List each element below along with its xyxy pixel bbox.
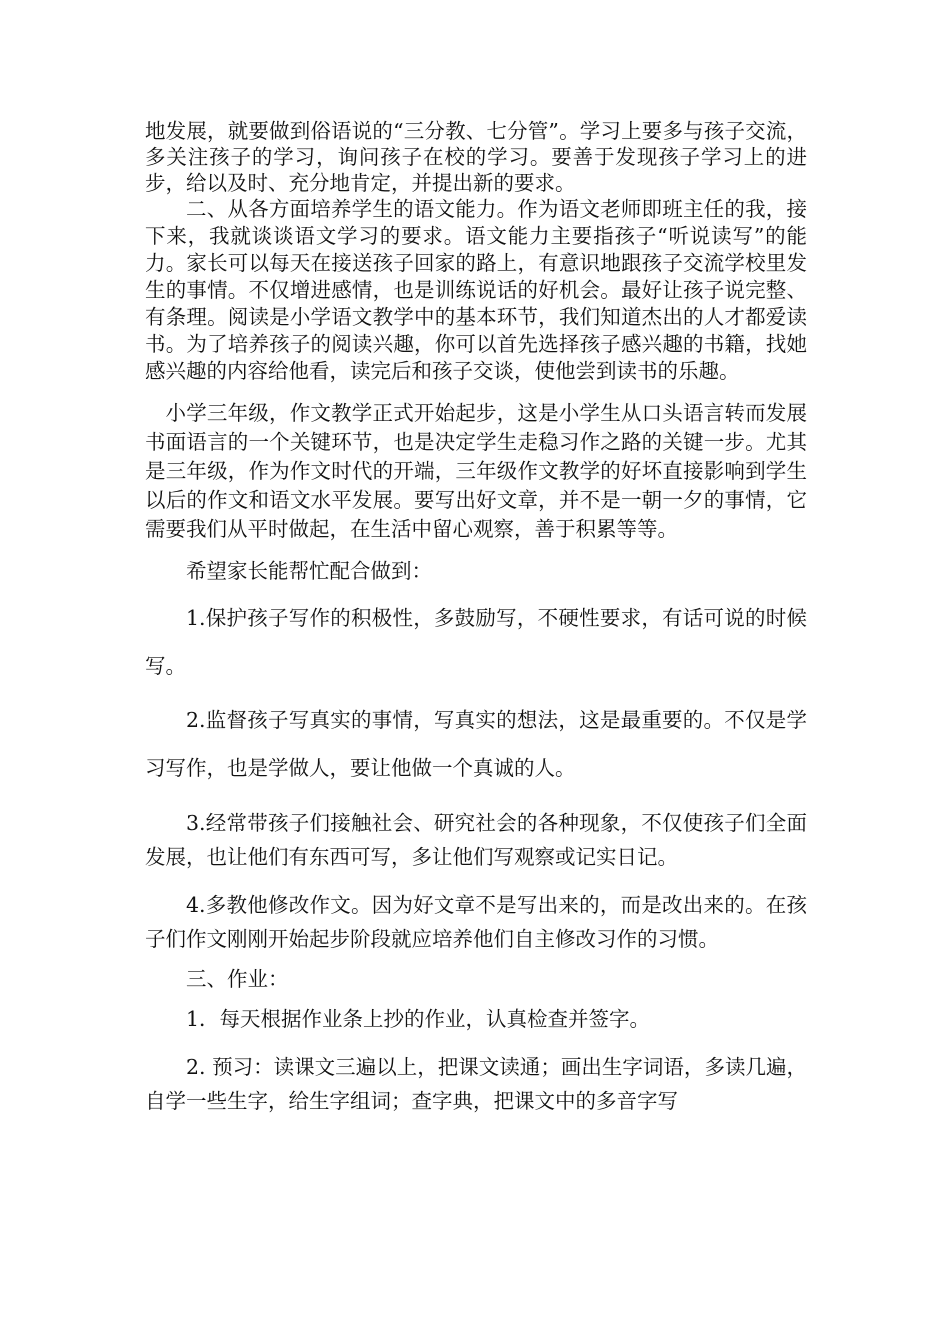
paragraph-parenting: 地发展，就要做到俗语说的“三分教、七分管”。学习上要多与孩子交流，多关注孩子的学习，询问孩子在校的学习。要善于发现孩子学习上的进步，给以及时、充分地肯定，并提出新的要求。 xyxy=(145,119,807,195)
section-heading-homework: 三、作业： xyxy=(186,967,289,991)
list-item-2: 2.监督孩子写真实的事情，写真实的想法，这是最重要的。不仅是学习写作，也是学做人，要让他做一个真诚的人。 xyxy=(145,708,807,780)
document-page xyxy=(145,118,807,1118)
list-item-1: 1.保护孩子写作的积极性，多鼓励写，不硬性要求，有话可说的时候写。 xyxy=(145,606,807,678)
homework-item-2: 2. 预习：读课文三遍以上，把课文读通；画出生字词语，多读几遍，自学一些生字，给生字组词；查字典，把课文中的多音字写 xyxy=(145,1055,807,1113)
paragraph-composition: 小学三年级，作文教学正式开始起步，这是小学生从口头语言转而发展书面语言的一个关键环节，也是决定学生走稳习作之路的关键一步。尤其是三年级，作为作文时代的开端，三年级作文教学的好坏直接影响到学生以后的作文和语文水平发展。要写出好文章，并不是一朝一夕的事情，它需要我们从平时做起，在生活中留心观察，善于积累等等。 xyxy=(145,401,807,541)
list-item-3: 3.经常带孩子们接触社会、研究社会的各种现象，不仅使孩子们全面发展，也让他们有东西可写，多让他们写观察或记实日记。 xyxy=(145,811,807,869)
homework-item-1: 1．每天根据作业条上抄的作业，认真检查并签字。 xyxy=(186,1007,651,1031)
paragraph-language-ability: 二、从各方面培养学生的语文能力。作为语文老师即班主任的我，接下来，我就谈谈语文学习的要求。语文能力主要指孩子“听说读写”的能力。家长可以每天在接送孩子回家的路上，有意识地跟孩子交流学校里发生的事情。不仅增进感情，也是训练说话的好机会。最好让孩子说完整、有条理。阅读是小学语文教学中的基本环节，我们知道杰出的人才都爱读书。为了培养孩子的阅读兴趣，你可以首先选择孩子感兴趣的书籍，找她感兴趣的内容给他看，读完后和孩子交谈，使他尝到读书的乐趣。 xyxy=(145,197,807,383)
list-item-4: 4.多教他修改作文。因为好文章不是写出来的，而是改出来的。在孩子们作文刚刚开始起步阶段就应培养他们自主修改习作的习惯。 xyxy=(145,893,807,951)
paragraph-request-intro: 希望家长能帮忙配合做到： xyxy=(186,559,432,583)
